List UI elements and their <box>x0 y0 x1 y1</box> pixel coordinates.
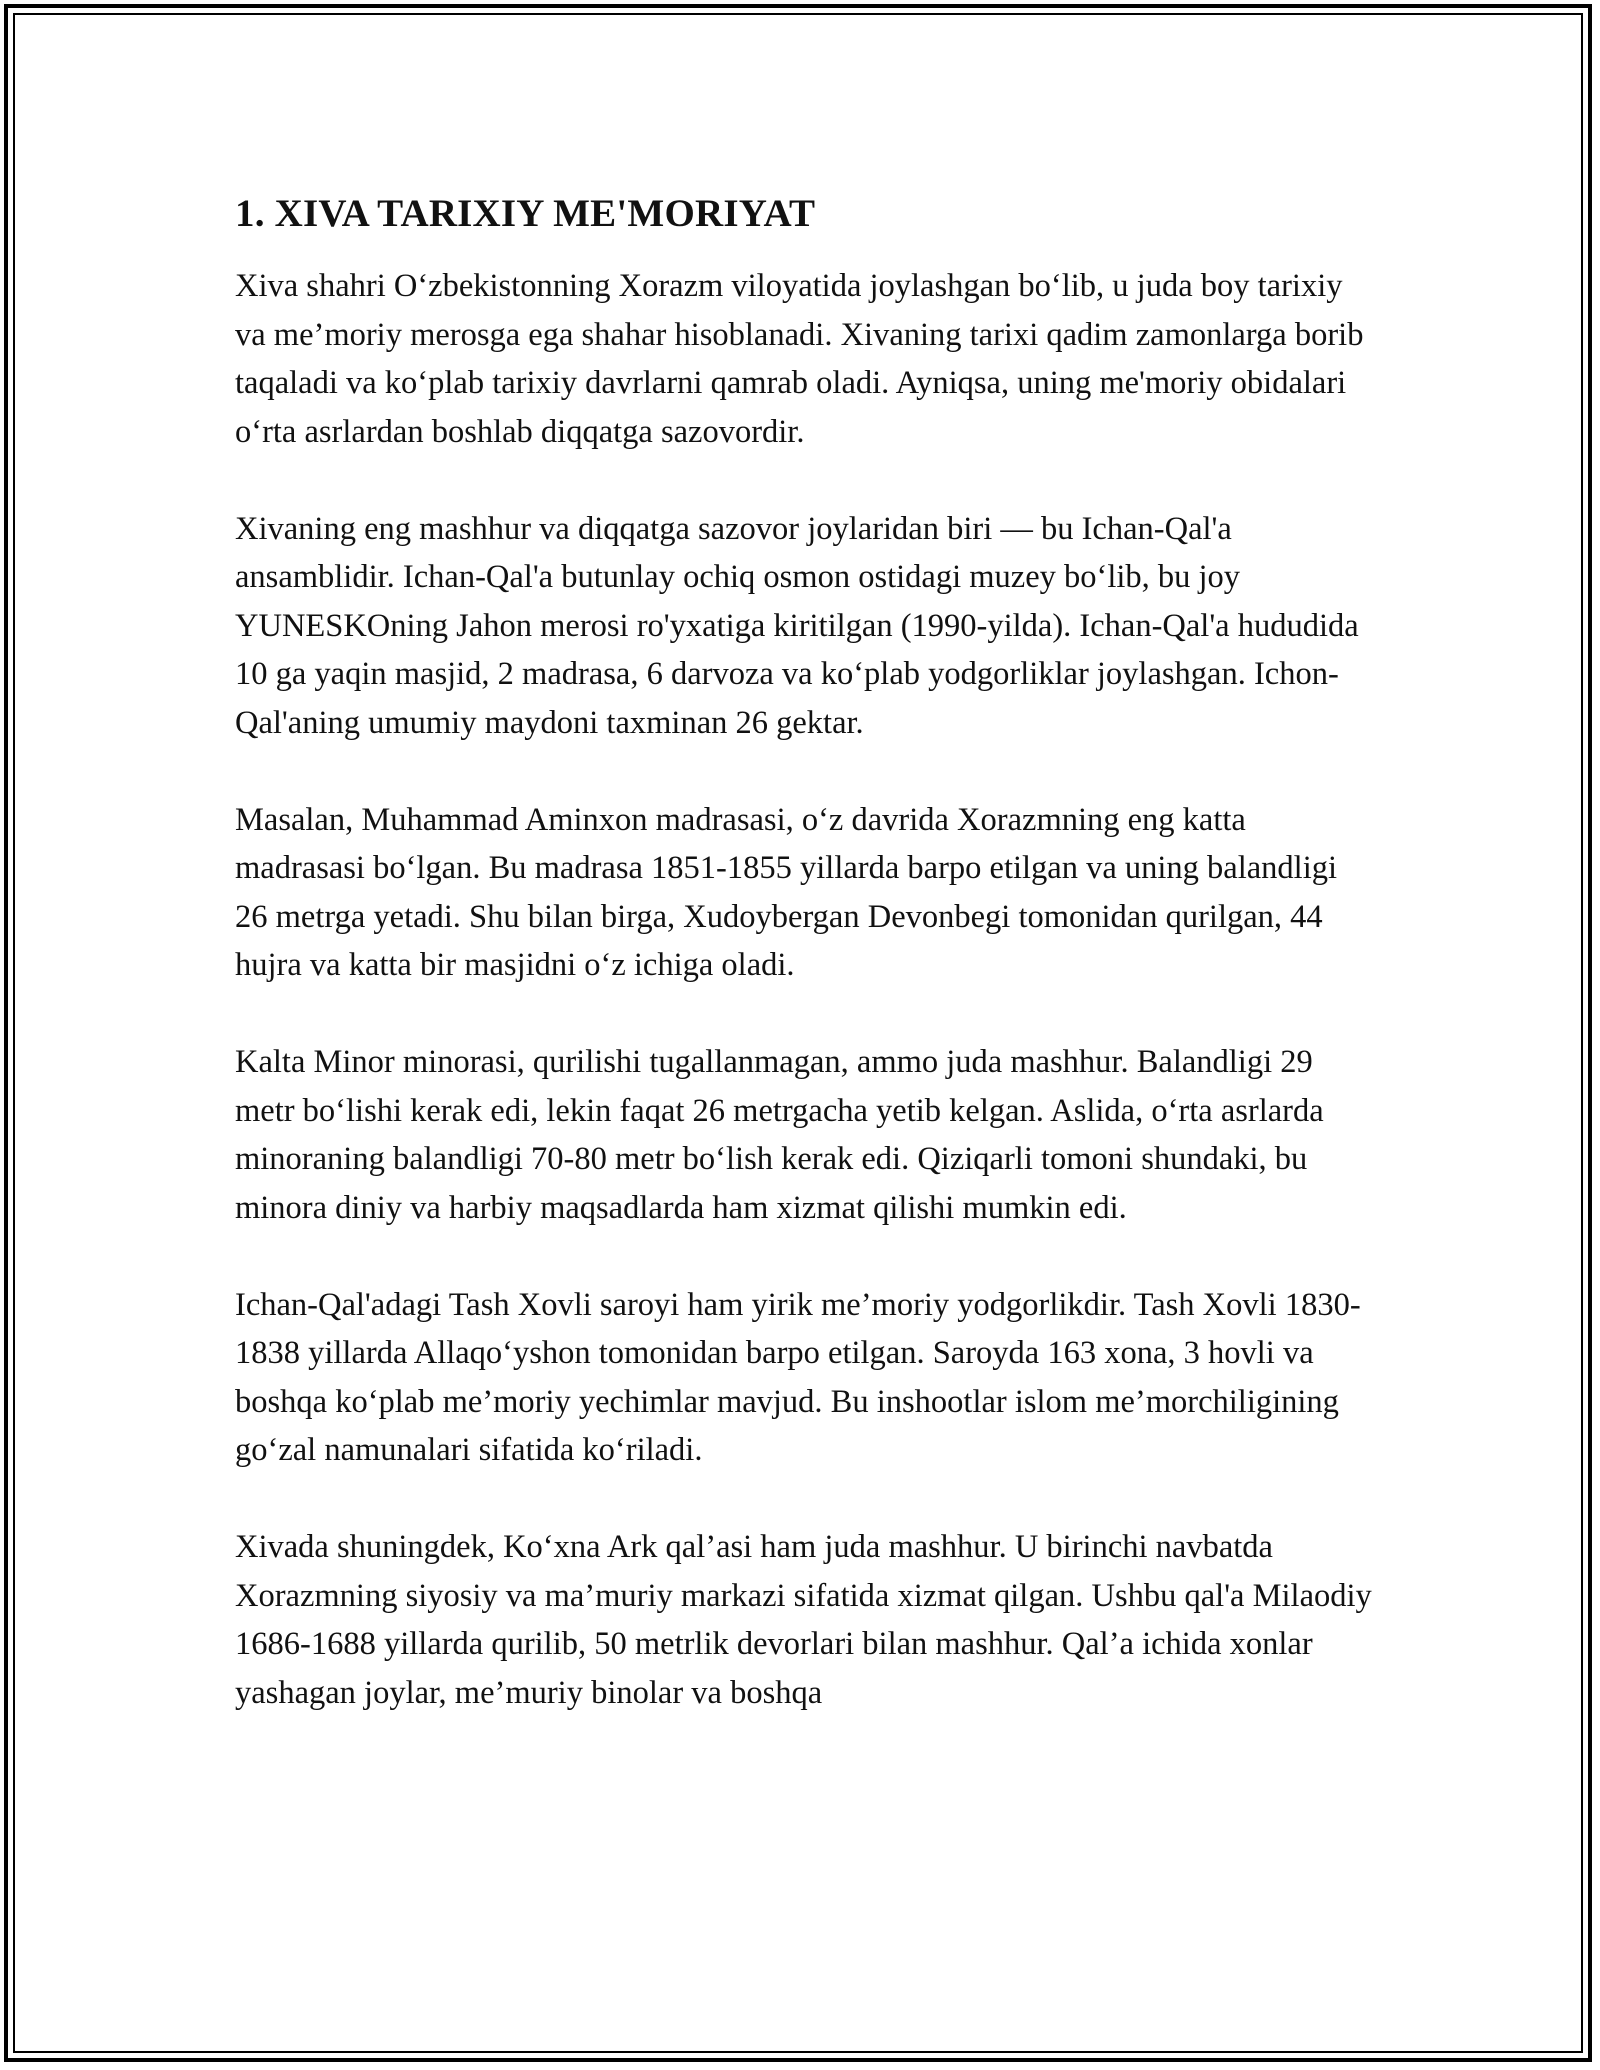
paragraph-kalta-minor: Kalta Minor minorasi, qurilishi tugallanmagan, ammo juda mashhur. Balandligi 29 metr bo‘lishi kerak edi, lekin faqat 26 metrgacha yetib kelgan. Aslida, o‘rta asrlarda minoraning balandligi 70-80 metr bo‘lish kerak edi. Qiziqarli tomoni shundaki, bu minora diniy va harbiy maqsadlarda ham xizmat qilishi mumkin edi. <box>235 1044 1324 1226</box>
paragraph-tash-xovli: Ichan-Qal'adagi Tash Xovli saroyi ham yirik me’moriy yodgorlikdir. Tash Xovli 1830-1838 yillarda Allaqo‘yshon tomonidan barpo etilgan. Saroyda 163 xona, 3 hovli va boshqa ko‘plab me’moriy yechimlar mavjud. Bu inshootlar islom me’morchiligining go‘zal namunalari sifatida ko‘riladi. <box>235 1286 1361 1468</box>
paragraph-intro: Xiva shahri O‘zbekistonning Xorazm viloyatida joylashgan bo‘lib, u juda boy tarixiy va me’moriy merosga ega shahar hisoblanadi. Xivaning tarixi qadim zamonlarga borib taqaladi va ko‘plab tarixiy davrlarni qamrab oladi. Ayniqsa, uning me'moriy obidalari o‘rta asrlardan boshlab diqqatga sazovordir. <box>235 268 1364 450</box>
paragraph-aminxon-madrasa: Masalan, Muhammad Aminxon madrasasi, o‘z davrida Xorazmning eng katta madrasasi bo‘lgan. Bu madrasa 1851-1855 yillarda barpo etilgan va uning balandligi 26 metrga yetadi. Shu bilan birga, Xudoybergan Devonbegi tomonidan qurilgan, 44 hujra va katta bir masjidni o‘z ichiga oladi. <box>235 801 1338 983</box>
document-body <box>235 188 1375 1717</box>
paragraph-koxna-ark: Xivada shuningdek, Ko‘xna Ark qal’asi ham juda mashhur. U birinchi navbatda Xorazmning siyosiy va ma’muriy markazi sifatida xizmat qilgan. Ushbu qal'a Milaodiy 1686-1688 yillarda qurilib, 50 metrlik devorlari bilan mashhur. Qal’a ichida xonlar yashagan joylar, me’muriy binolar va boshqa <box>235 1529 1372 1711</box>
section-heading: 1. XIVA TARIXIY ME'MORIYAT <box>235 192 816 235</box>
paragraph-ichan-qala: Xivaning eng mashhur va diqqatga sazovor joylaridan biri — bu Ichan-Qal'a ansamblidir. Ichan-Qal'a butunlay ochiq osmon ostidagi muzey bo‘lib, bu joy YUNESKOning Jahon merosi ro'yxatiga kiritilgan (1990-yilda). Ichan-Qal'a hududida 10 ga yaqin masjid, 2 madrasa, 6 darvoza va ko‘plab yodgorliklar joylashgan. Ichon-Qal'aning umumiy maydoni taxminan 26 gektar. <box>235 510 1359 741</box>
